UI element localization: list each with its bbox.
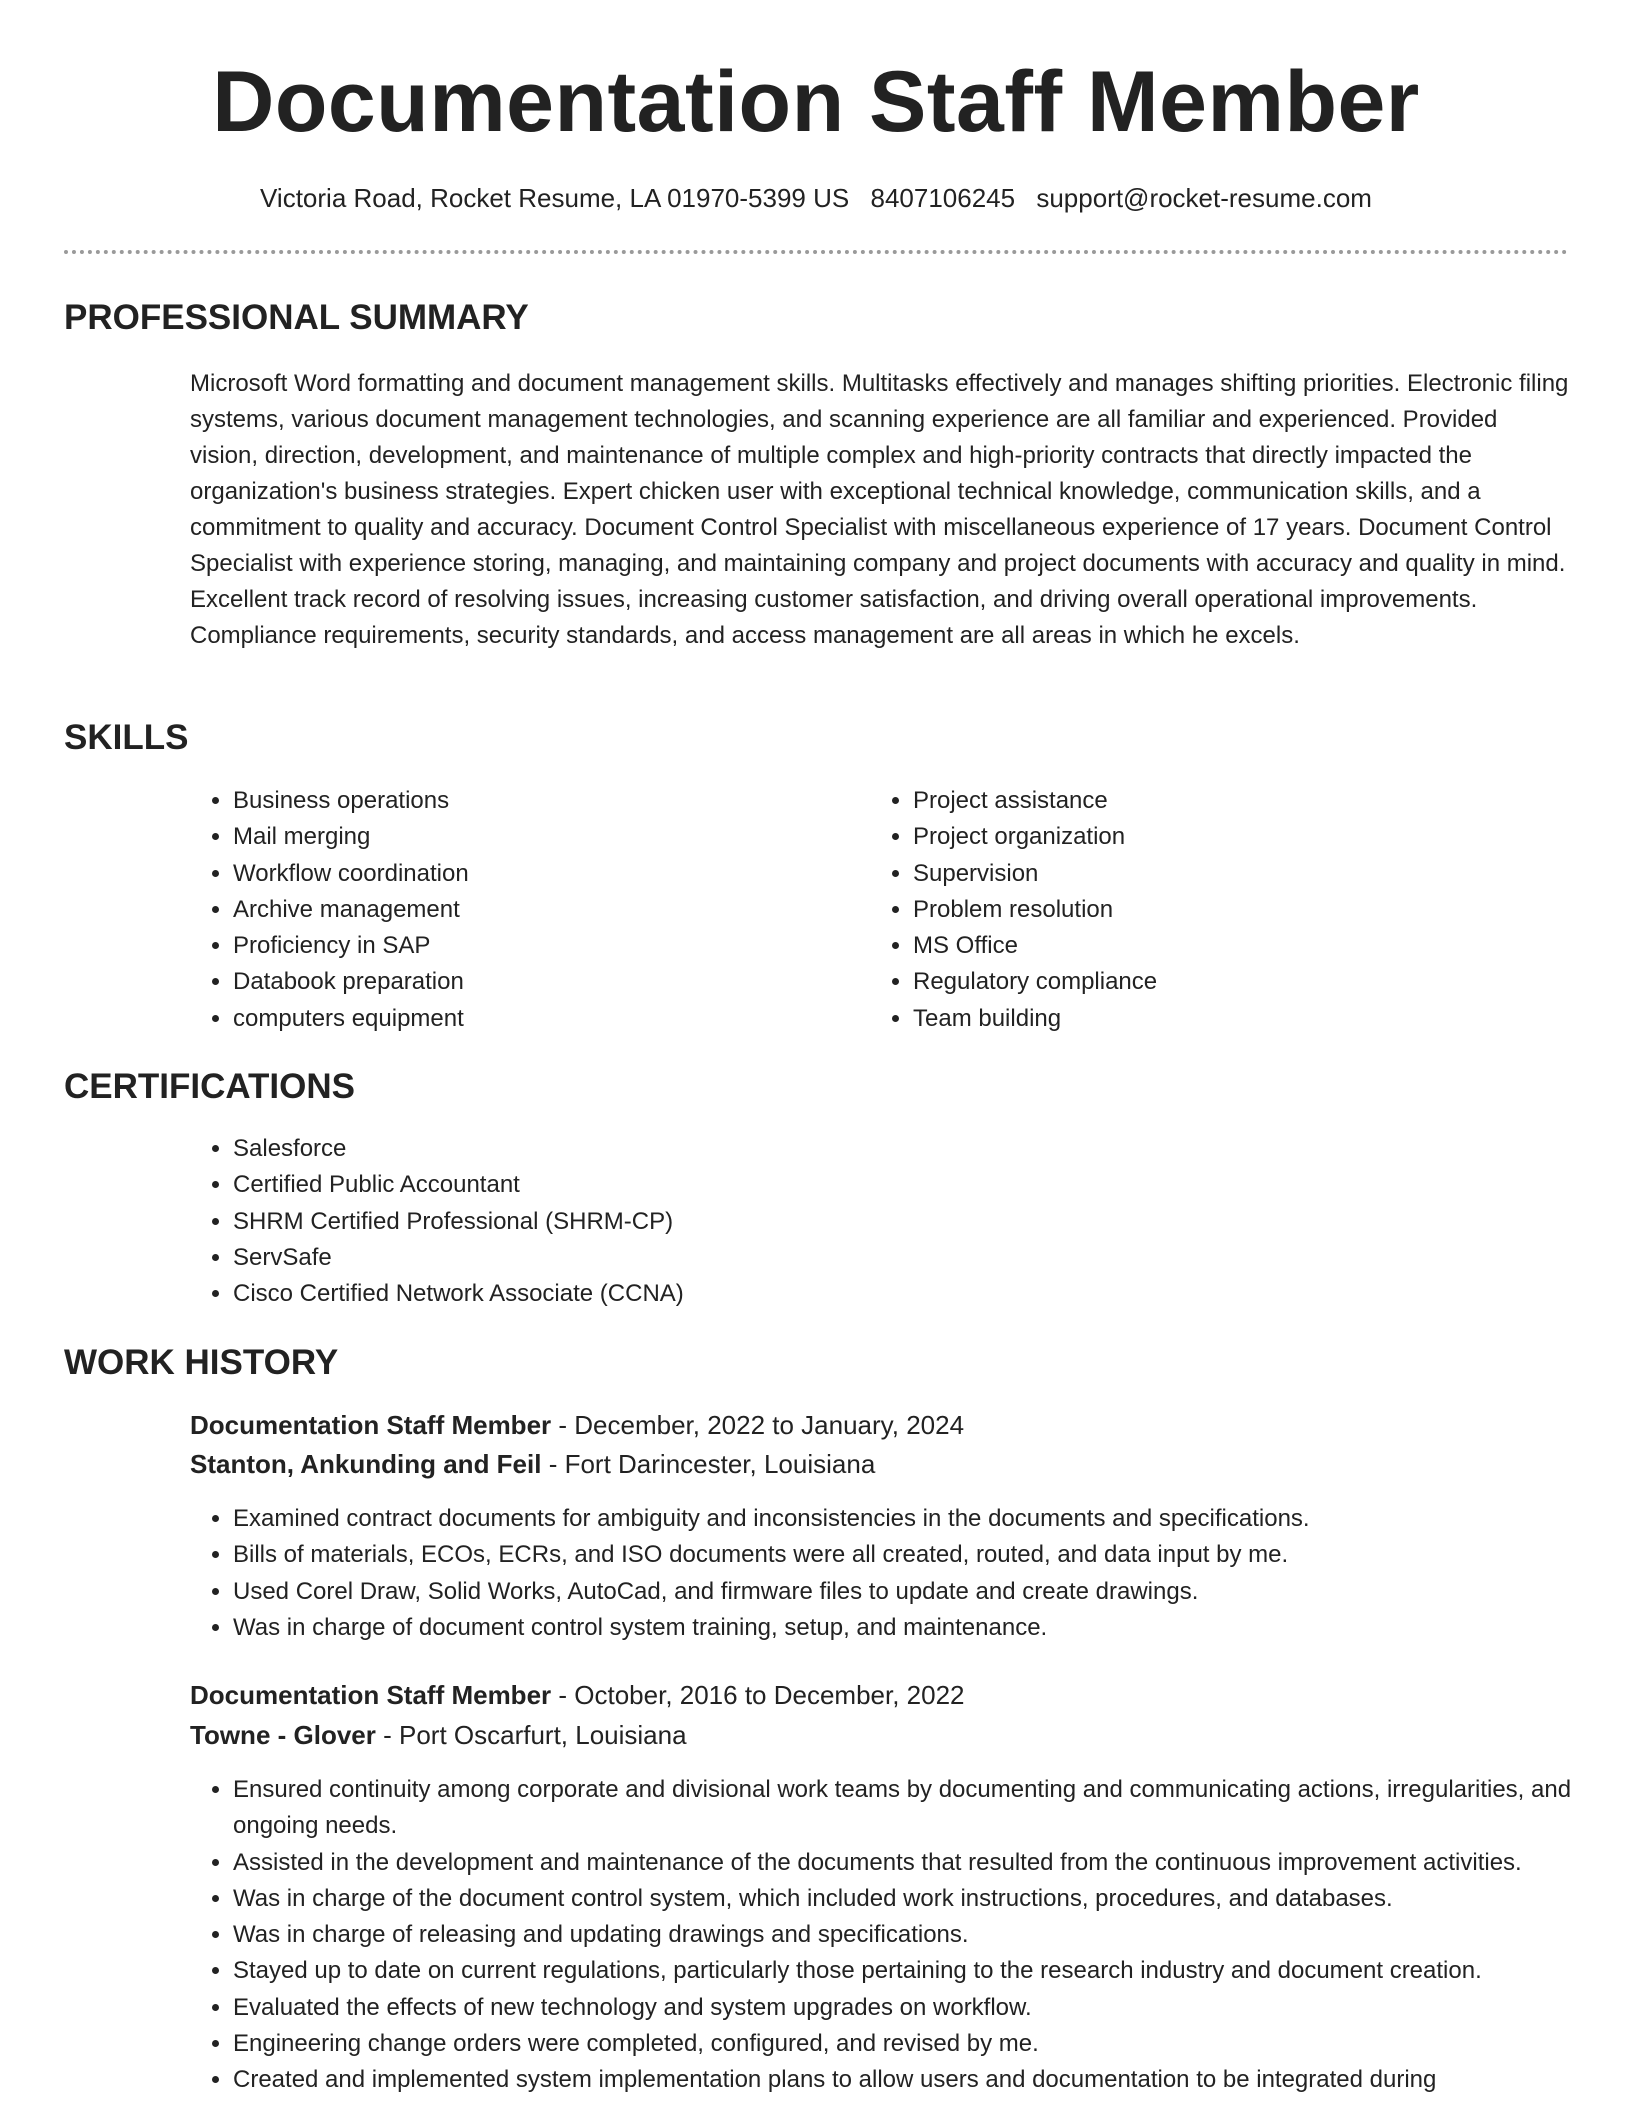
contact-line xyxy=(0,180,1632,216)
skill-item: • Mail merging xyxy=(233,819,833,855)
job-title-line xyxy=(190,1406,964,1445)
job-company: Towne - Glover xyxy=(190,1720,376,1750)
skill-item: • MS Office xyxy=(913,928,1513,964)
job-duty-item: • Examined contract documents for ambiguity and inconsistencies in the documents and specifications. xyxy=(233,1501,1613,1537)
skill-item: • computers equipment xyxy=(233,1001,833,1037)
work-history-heading: WORK HISTORY xyxy=(64,1343,339,1382)
job-duty-item: • Was in charge of document control system training, setup, and maintenance. xyxy=(233,1610,1613,1646)
job-dates: - December, 2022 to January, 2024 xyxy=(551,1410,965,1440)
skills-list-left xyxy=(190,783,833,1037)
job-duty-item: • Assisted in the development and maintenance of the documents that resulted from the continuous improvement activities. xyxy=(233,1845,1613,1881)
job-duty-item: • Ensured continuity among corporate and divisional work teams by documenting and communicating actions, irregularities, and ongoing needs. xyxy=(233,1772,1613,1845)
summary-heading: PROFESSIONAL SUMMARY xyxy=(64,298,529,337)
job-location: - Port Oscarfurt, Louisiana xyxy=(375,1720,687,1750)
skill-item: • Databook preparation xyxy=(233,964,833,1000)
certification-item: • SHRM Certified Professional (SHRM-CP) xyxy=(233,1204,1533,1240)
certification-item: • Cisco Certified Network Associate (CCNA) xyxy=(233,1276,1533,1312)
job-role: Documentation Staff Member xyxy=(190,1680,552,1710)
skills-heading: SKILLS xyxy=(64,718,189,757)
job-dates: - October, 2016 to December, 2022 xyxy=(551,1680,965,1710)
job-duty-item: • Created and implemented system implementation plans to allow users and documentation to be integrated during xyxy=(233,2062,1613,2098)
skills-list-right xyxy=(870,783,1513,1037)
job-title-line xyxy=(190,1676,965,1715)
skill-item: • Regulatory compliance xyxy=(913,964,1513,1000)
certification-item: • Certified Public Accountant xyxy=(233,1167,1533,1203)
candidate-name: Documentation Staff Member xyxy=(212,54,1420,150)
job-duties-list xyxy=(190,1501,1613,1646)
job-location: - Fort Darincester, Louisiana xyxy=(541,1449,876,1479)
job-role: Documentation Staff Member xyxy=(190,1410,552,1440)
certification-item: • Salesforce xyxy=(233,1131,1533,1167)
job-duty-item: • Used Corel Draw, Solid Works, AutoCad, and firmware files to update and create drawings. xyxy=(233,1574,1613,1610)
job-duty-item: • Bills of materials, ECOs, ECRs, and ISO documents were all created, routed, and data input by me. xyxy=(233,1537,1613,1573)
certifications-heading: CERTIFICATIONS xyxy=(64,1067,356,1106)
skill-item: • Archive management xyxy=(233,892,833,928)
job-duty-item: • Was in charge of releasing and updating drawings and specifications. xyxy=(233,1917,1613,1953)
skill-item: • Proficiency in SAP xyxy=(233,928,833,964)
job-duty-item: • Was in charge of the document control system, which included work instructions, procedures, and databases. xyxy=(233,1881,1613,1917)
job-company-line xyxy=(190,1445,875,1484)
skill-item: • Team building xyxy=(913,1001,1513,1037)
job-duty-item: • Engineering change orders were completed, configured, and revised by me. xyxy=(233,2026,1613,2062)
job-company: Stanton, Ankunding and Feil xyxy=(190,1449,542,1479)
job-company-line xyxy=(190,1716,687,1755)
skill-item: • Problem resolution xyxy=(913,892,1513,928)
contact-phone: 8407106245 xyxy=(870,183,1016,213)
skill-item: • Supervision xyxy=(913,856,1513,892)
job-duty-item: • Evaluated the effects of new technology and system upgrades on workflow. xyxy=(233,1990,1613,2026)
skill-item: • Project assistance xyxy=(913,783,1513,819)
skill-item: • Project organization xyxy=(913,819,1513,855)
header-divider xyxy=(64,250,1568,254)
job-duty-item: • Stayed up to date on current regulations, particularly those pertaining to the research industry and document creation. xyxy=(233,1953,1613,1989)
certifications-list xyxy=(190,1131,1533,1312)
skill-item: • Workflow coordination xyxy=(233,856,833,892)
certification-item: • ServSafe xyxy=(233,1240,1533,1276)
contact-email: support@rocket-resume.com xyxy=(1036,183,1372,213)
contact-address: Victoria Road, Rocket Resume, LA 01970-5399 US xyxy=(260,183,850,213)
summary-text: Microsoft Word formatting and document management skills. Multitasks effectively and manages shifting priorities. Electronic filing systems, various document management technologies, and scanning experience are all familiar and experienced. Provided vision, direction, development, and maintenance of multiple complex and high-priority contracts that directly impacted the organization's business strategies. Expert chicken user with exceptional technical knowledge, communication skills, and a commitment to quality and accuracy. Document Control Specialist with miscellaneous experience of 17 years. Document Control Specialist with experience storing, managing, and maintaining company and project documents with accuracy and quality in mind. Excellent track record of resolving issues, increasing customer satisfaction, and driving overall operational improvements. Compliance requirements, security standards, and access management are all areas in which he excels. xyxy=(190,370,1569,649)
skill-item: • Business operations xyxy=(233,783,833,819)
job-duties-list xyxy=(190,1772,1613,2099)
